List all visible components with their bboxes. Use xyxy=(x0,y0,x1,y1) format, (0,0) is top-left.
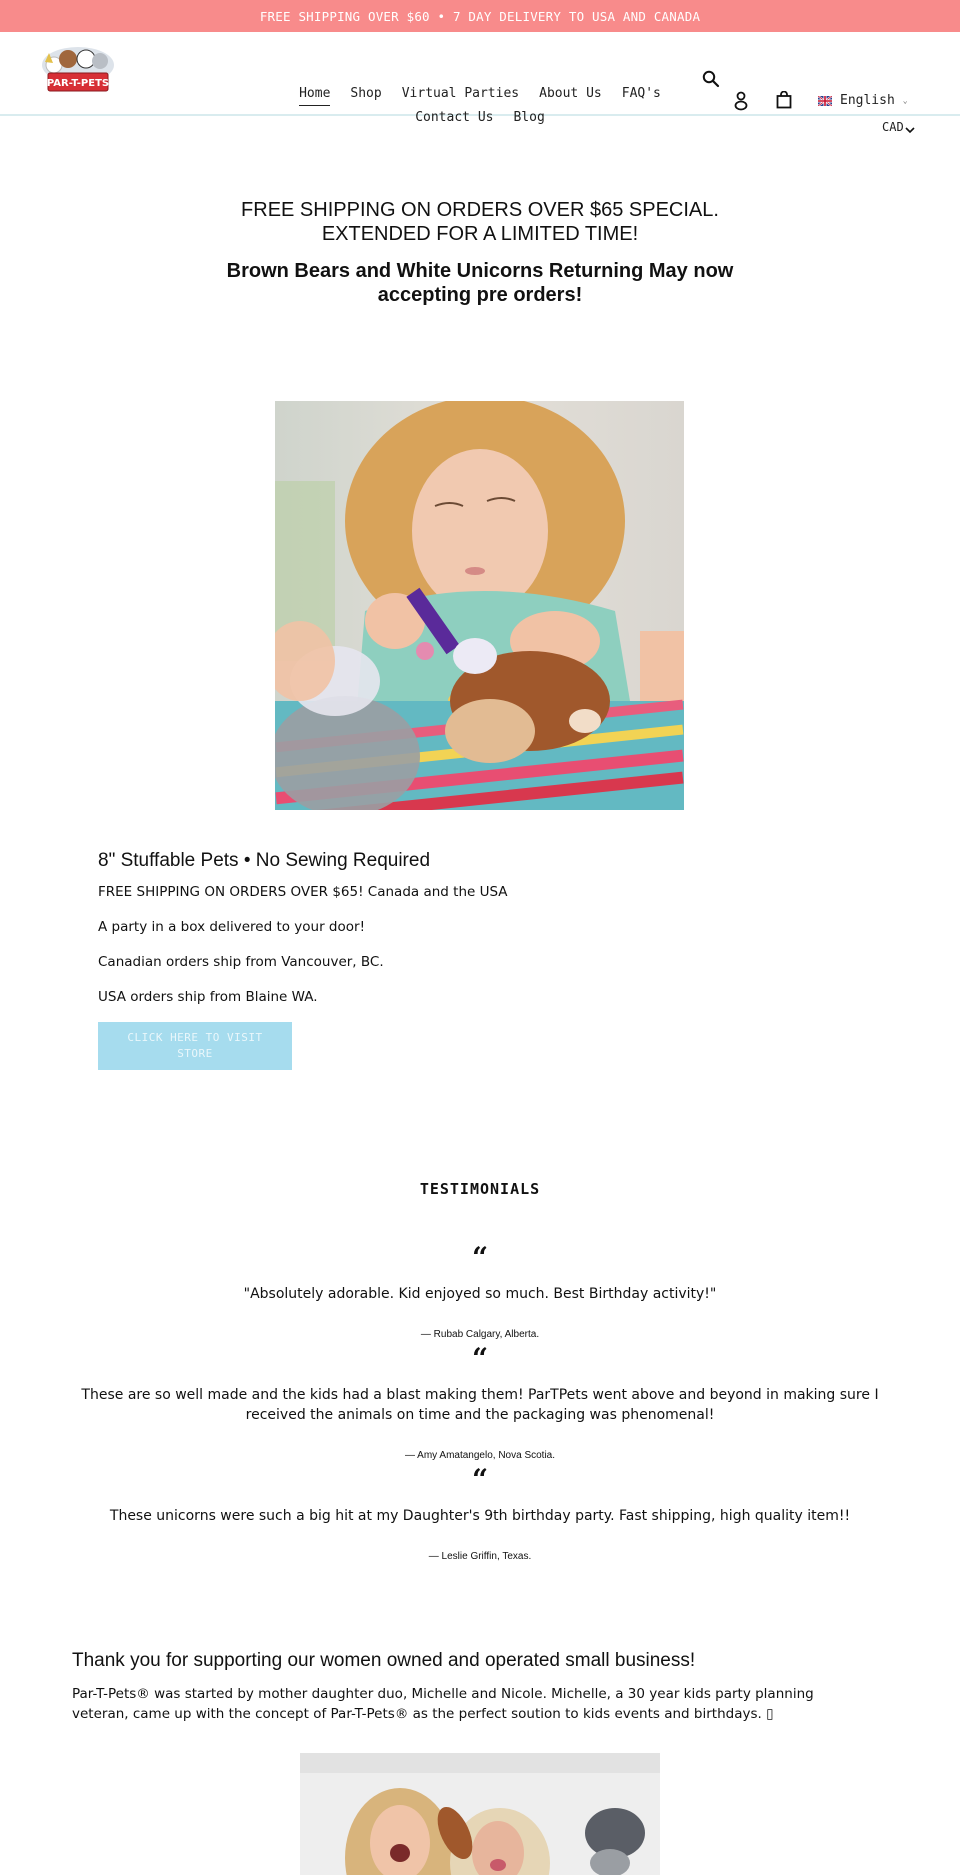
language-label: English xyxy=(840,93,895,108)
founders-photo-image xyxy=(300,1753,660,1875)
promo-line-1: FREE SHIPPING ON ORDERS OVER $65 SPECIAL. xyxy=(241,199,719,221)
promo-bold-line-2: accepting pre orders! xyxy=(377,284,583,306)
testimonial xyxy=(80,1463,880,1562)
logo[interactable] xyxy=(40,45,116,97)
testimonials-title: TESTIMONIALS xyxy=(419,1180,541,1198)
nav-blog[interactable]: Blog xyxy=(513,110,545,125)
cart-button[interactable] xyxy=(773,89,795,111)
testimonials-section xyxy=(0,1180,960,1562)
info-line: FREE SHIPPING ON ORDERS OVER $65! Canada and the USA xyxy=(98,884,508,900)
testimonial-text: These are so well made and the kids had a blast making them! ParTPets went above and beyond in making sure I received the animals on time and the packaging was phenomenal! xyxy=(81,1387,879,1423)
nav-home[interactable]: Home xyxy=(299,82,330,106)
quote-icon: “ xyxy=(471,1342,489,1375)
uk-flag-icon xyxy=(818,96,832,106)
nav-about-us[interactable]: About Us xyxy=(539,86,602,101)
nav-contact-us[interactable]: Contact Us xyxy=(415,110,494,125)
about-heading: Thank you for supporting our women owned and operated small business! xyxy=(72,1650,696,1671)
nav-shop[interactable]: Shop xyxy=(350,86,382,101)
hero-image xyxy=(275,401,684,810)
nav-faqs[interactable]: FAQ's xyxy=(621,86,661,101)
promo-heading xyxy=(0,198,960,246)
promo-section xyxy=(0,198,960,307)
product-heading: 8" Stuffable Pets • No Sewing Required xyxy=(98,850,431,871)
chevron-down-icon: ⌄ xyxy=(902,96,908,105)
search-icon xyxy=(702,70,720,88)
promo-line-2: EXTENDED FOR A LIMITED TIME! xyxy=(321,223,639,245)
user-icon xyxy=(733,91,749,111)
about-section xyxy=(72,1650,872,1724)
testimonial-author: — Rubab Calgary, Alberta. xyxy=(420,1329,540,1340)
search-button[interactable] xyxy=(700,68,722,90)
currency-label: CAD xyxy=(882,120,904,134)
about-body: Par-T-Pets® was started by mother daughter duo, Michelle and Nicole. Michelle, a 30 year kids party planning veteran, came up with the concept of Par-T-Pets® as the perfect soution to kids events and birthdays. ▯ xyxy=(72,1686,814,1722)
nav-virtual-parties[interactable]: Virtual Parties xyxy=(401,86,520,101)
svg-text:PAR-T-PETS: PAR-T-PETS xyxy=(46,78,110,89)
quote-icon: “ xyxy=(471,1241,489,1274)
team-image xyxy=(300,1753,660,1875)
visit-store-button[interactable]: CLICK HERE TO VISIT STORE xyxy=(98,1022,292,1070)
cart-icon xyxy=(776,91,792,109)
announcement-text: FREE SHIPPING OVER $60 • 7 DAY DELIVERY TO USA AND CANADA xyxy=(259,8,701,24)
logo-image xyxy=(40,45,116,97)
chevron-down-icon xyxy=(905,126,915,134)
site-header xyxy=(0,32,960,134)
currency-selector[interactable] xyxy=(882,120,915,134)
promo-subheading xyxy=(0,259,960,307)
quote-icon: “ xyxy=(471,1463,489,1496)
testimonial xyxy=(80,1241,880,1340)
announcement-bar xyxy=(0,0,960,32)
main-nav xyxy=(280,42,680,129)
testimonial-author: — Amy Amatangelo, Nova Scotia. xyxy=(404,1450,556,1461)
account-button[interactable] xyxy=(730,90,752,112)
info-line: Canadian orders ship from Vancouver, BC. xyxy=(98,954,384,970)
girl-with-plush-image xyxy=(275,401,684,810)
product-info xyxy=(98,850,798,1070)
info-line: USA orders ship from Blaine WA. xyxy=(98,989,318,1005)
testimonial xyxy=(80,1342,880,1461)
testimonial-text: These unicorns were such a big hit at my Daughter's 9th birthday party. Fast shipping, high quality item!! xyxy=(109,1508,851,1524)
promo-bold-line-1: Brown Bears and White Unicorns Returning May now xyxy=(226,260,734,282)
info-line: A party in a box delivered to your door! xyxy=(98,919,365,935)
testimonial-text: "Absolutely adorable. Kid enjoyed so much. Best Birthday activity!" xyxy=(243,1286,717,1302)
testimonial-author: — Leslie Griffin, Texas. xyxy=(428,1551,532,1562)
language-selector[interactable] xyxy=(818,93,908,108)
